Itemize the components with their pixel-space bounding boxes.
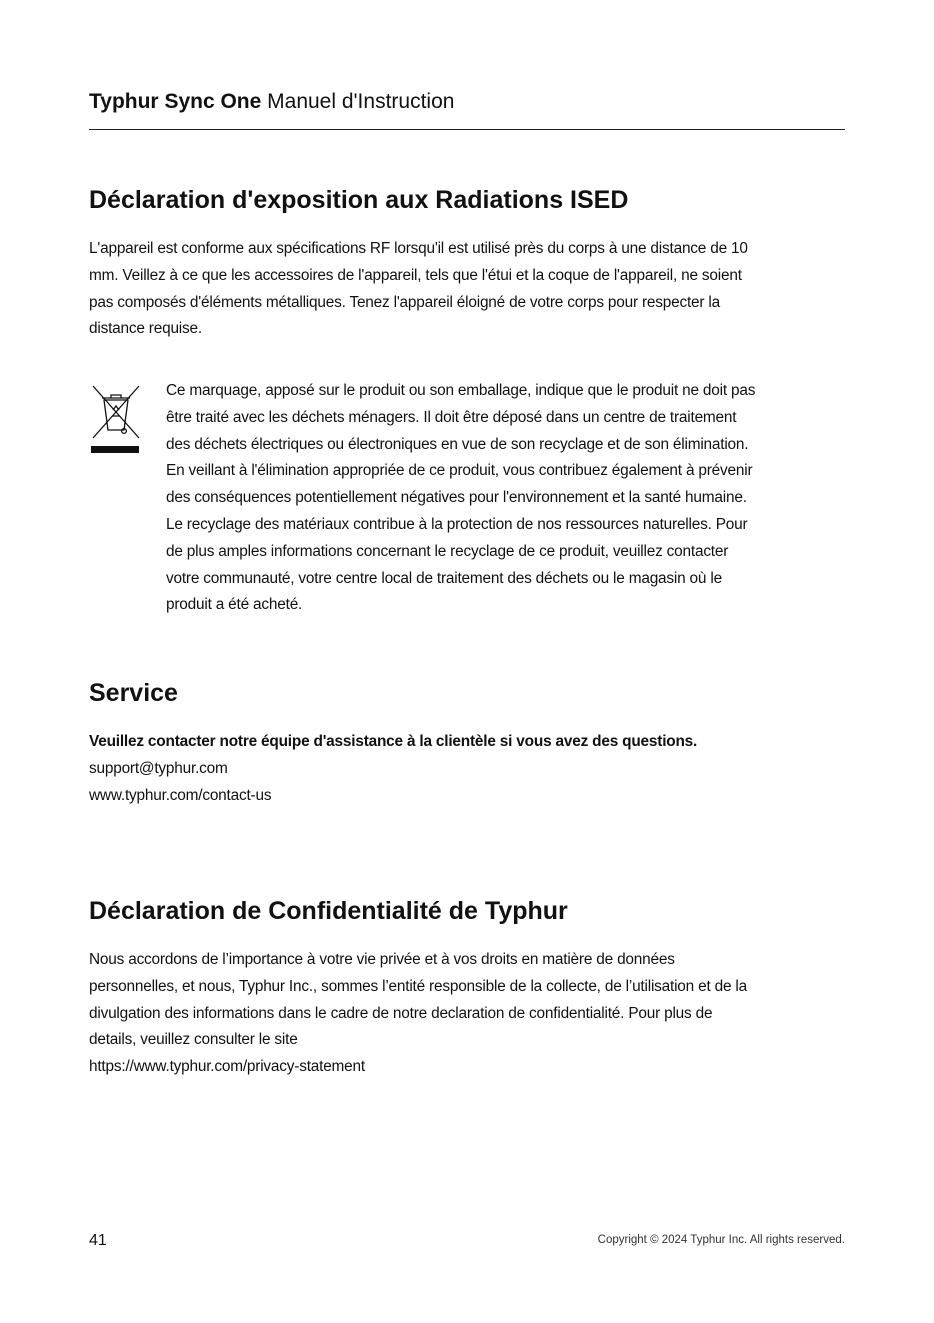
- ised-line: mm. Veillez à ce que les accessoires de l'appareil, tels que l'étui et la coque de l'appareil, ne soient: [89, 266, 742, 284]
- weee-line: votre communauté, votre centre local de traitement des déchets ou le magasin où le: [166, 569, 722, 587]
- manual-page: [89, 0, 845, 1323]
- weee-line: de plus amples informations concernant le recyclage de ce produit, veuillez contacter: [166, 542, 729, 560]
- privacy-paragraph: [89, 947, 747, 1081]
- weee-line: produit a été acheté.: [166, 596, 303, 614]
- weee-line: être traité avec les déchets ménagers. Il doit être déposé dans un centre de traitement: [166, 408, 737, 426]
- service-paragraph: [89, 729, 697, 809]
- ised-line: pas composés d'éléments métalliques. Tenez l'appareil éloigné de votre corps pour respecter la: [89, 293, 720, 311]
- privacy-line: Nous accordons de l’importance à votre vie privée et à vos droits en matière de données: [89, 951, 675, 968]
- weee-line: En veillant à l'élimination appropriée de ce produit, vous contribuez également à prévenir: [166, 462, 753, 480]
- copyright-notice: Copyright © 2024 Typhur Inc. All rights reserved.: [597, 1234, 845, 1246]
- support-email-link[interactable]: support@typhur.com: [89, 759, 228, 777]
- ised-heading: Déclaration d'exposition aux Radiations ISED: [89, 186, 629, 214]
- ised-line: distance requise.: [89, 320, 202, 338]
- privacy-line: personnelles, et nous, Typhur Inc., sommes l’entité responsible de la collecte, de l’utilisation et de la: [89, 977, 747, 995]
- privacy-heading: Déclaration de Confidentialité de Typhur: [89, 897, 568, 925]
- privacy-line: details, veuillez consulter le site: [89, 1031, 298, 1049]
- page-number: 41: [89, 1232, 107, 1249]
- privacy-statement-link[interactable]: https://www.typhur.com/privacy-statement: [89, 1058, 365, 1076]
- weee-line: Le recyclage des matériaux contribue à la protection de nos ressources naturelles. Pour: [166, 515, 748, 533]
- header-divider: [89, 129, 845, 130]
- crossed-out-wheelie-bin-icon: [89, 384, 143, 456]
- service-intro: Veuillez contacter notre équipe d'assistance à la clientèle si vous avez des questions.: [89, 733, 698, 750]
- ised-paragraph: [89, 236, 748, 343]
- document-title: Manuel d'Instruction: [267, 90, 455, 113]
- weee-line: des conséquences potentiellement négatives pour l'environnement et la santé humaine.: [166, 489, 747, 507]
- product-name: Typhur Sync One: [89, 90, 262, 113]
- privacy-line: divulgation des informations dans le cadre de notre declaration de confidentialité. Pour plus de: [89, 1004, 713, 1022]
- weee-paragraph: [166, 378, 755, 619]
- weee-line: Ce marquage, apposé sur le produit ou son emballage, indique que le produit ne doit pas: [166, 382, 756, 399]
- ised-line: L'appareil est conforme aux spécifications RF lorsqu'il est utilisé près du corps à une distance de 10: [89, 240, 748, 257]
- contact-us-link[interactable]: www.typhur.com/contact-us: [89, 786, 272, 804]
- service-heading: Service: [89, 679, 178, 707]
- page-header: [89, 88, 845, 116]
- weee-line: des déchets électriques ou électroniques en vue de son recyclage et de son élimination.: [166, 435, 749, 453]
